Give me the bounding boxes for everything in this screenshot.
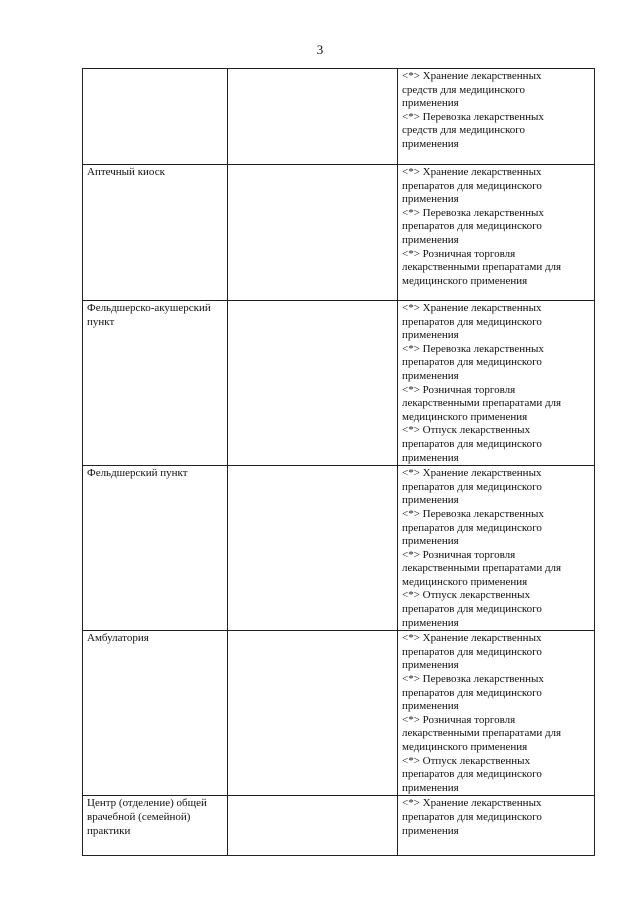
facility-name-line: Фельдшерско-акушерский <box>87 302 211 314</box>
activity-line: медицинского применения <box>402 274 528 287</box>
activity-line: препаратов для медицинского <box>402 480 542 493</box>
activity-line: препаратов для медицинского <box>402 645 542 658</box>
activity-line: лекарственными препаратами для <box>402 727 562 740</box>
empty-cell <box>228 301 398 466</box>
activities-cell <box>398 631 595 796</box>
activity-line: применения <box>402 137 459 150</box>
activity-line: применения <box>402 369 459 382</box>
activities-cell <box>398 796 595 856</box>
empty-cell <box>228 796 398 856</box>
activity-line: применения <box>402 824 459 837</box>
activity-line: <*> Хранение лекарственных <box>402 467 542 480</box>
facility-name-cell <box>83 466 228 631</box>
activity-line: лекарственными препаратами для <box>402 261 562 274</box>
activity-line: средств для медицинского <box>402 83 525 96</box>
activity-line: препаратов для медицинского <box>402 437 542 450</box>
activity-line: <*> Хранение лекарственных <box>402 70 542 82</box>
activity-line: применения <box>402 616 459 629</box>
facility-name-cell <box>83 631 228 796</box>
activity-line: <*> Хранение лекарственных <box>402 797 542 810</box>
facility-name-cell <box>83 796 228 856</box>
activity-line: препаратов для медицинского <box>402 356 542 369</box>
facility-name-line: Аптечный киоск <box>87 166 165 178</box>
activity-line: применения <box>402 329 459 342</box>
empty-cell <box>228 69 398 165</box>
activity-line: <*> Розничная торговля <box>402 713 516 726</box>
facility-name-line: Амбулатория <box>87 632 149 645</box>
activity-line: применения <box>402 494 459 507</box>
activity-line: препаратов для медицинского <box>402 315 542 328</box>
table-body <box>83 69 595 856</box>
activity-line: <*> Хранение лекарственных <box>402 166 542 178</box>
page-number: 3 <box>316 42 324 57</box>
empty-cell <box>228 466 398 631</box>
activity-line: медицинского применения <box>402 575 528 588</box>
facility-name-line: врачебной (семейной) <box>87 810 191 823</box>
facility-name-line: Центр (отделение) общей <box>87 797 207 810</box>
activity-line: <*> Перевозка лекарственных <box>402 110 544 123</box>
activity-line: препаратов для медицинского <box>402 768 542 781</box>
activity-line: <*> Розничная торговля <box>402 247 516 260</box>
activity-line: препаратов для медицинского <box>402 179 542 192</box>
activity-line: <*> Розничная торговля <box>402 548 516 561</box>
activity-line: препаратов для медицинского <box>402 686 542 699</box>
table-row <box>83 301 595 466</box>
activity-line: средств для медицинского <box>402 124 525 137</box>
activity-line: применения <box>402 451 459 464</box>
activity-line: <*> Отпуск лекарственных <box>402 754 531 767</box>
activity-line: препаратов для медицинского <box>402 521 542 534</box>
table-row <box>83 165 595 301</box>
activities-cell <box>398 466 595 631</box>
facility-activities-table <box>82 68 595 856</box>
activity-line: <*> Хранение лекарственных <box>402 632 542 645</box>
activity-line: применения <box>402 97 459 110</box>
activity-line: <*> Перевозка лекарственных <box>402 206 544 219</box>
facility-name-cell <box>83 165 228 301</box>
table-row <box>83 466 595 631</box>
activity-line: <*> Перевозка лекарственных <box>402 342 544 355</box>
activity-line: <*> Перевозка лекарственных <box>402 673 544 686</box>
facility-name-cell <box>83 301 228 466</box>
activity-line: <*> Хранение лекарственных <box>402 302 542 314</box>
table-row <box>83 631 595 796</box>
activities-cell <box>398 69 595 165</box>
activity-line: препаратов для медицинского <box>402 810 542 823</box>
activity-line: <*> Перевозка лекарственных <box>402 507 544 520</box>
activity-line: <*> Розничная торговля <box>402 383 516 396</box>
activity-line: лекарственными препаратами для <box>402 562 562 575</box>
activity-line: медицинского применения <box>402 410 528 423</box>
facility-name-line: Фельдшерский пункт <box>87 467 188 480</box>
activity-line: применения <box>402 535 459 548</box>
facility-name-cell <box>83 69 228 165</box>
activity-line: препаратов для медицинского <box>402 603 542 616</box>
activity-line: <*> Отпуск лекарственных <box>402 589 531 602</box>
activity-line: препаратов для медицинского <box>402 220 542 233</box>
activity-line: применения <box>402 700 459 713</box>
facility-name-line: практики <box>87 824 131 837</box>
empty-cell <box>228 165 398 301</box>
activities-cell <box>398 165 595 301</box>
activity-line: лекарственными препаратами для <box>402 397 562 410</box>
activity-line: медицинского применения <box>402 741 528 753</box>
table-row <box>83 796 595 856</box>
activity-line: применения <box>402 781 459 794</box>
activities-cell <box>398 301 595 466</box>
activity-line: <*> Отпуск лекарственных <box>402 424 531 437</box>
empty-cell <box>228 631 398 796</box>
activity-line: применения <box>402 233 459 246</box>
table-row <box>83 69 595 165</box>
facility-name-line: пункт <box>87 315 115 328</box>
activity-line: применения <box>402 659 459 672</box>
activity-line: применения <box>402 193 459 206</box>
